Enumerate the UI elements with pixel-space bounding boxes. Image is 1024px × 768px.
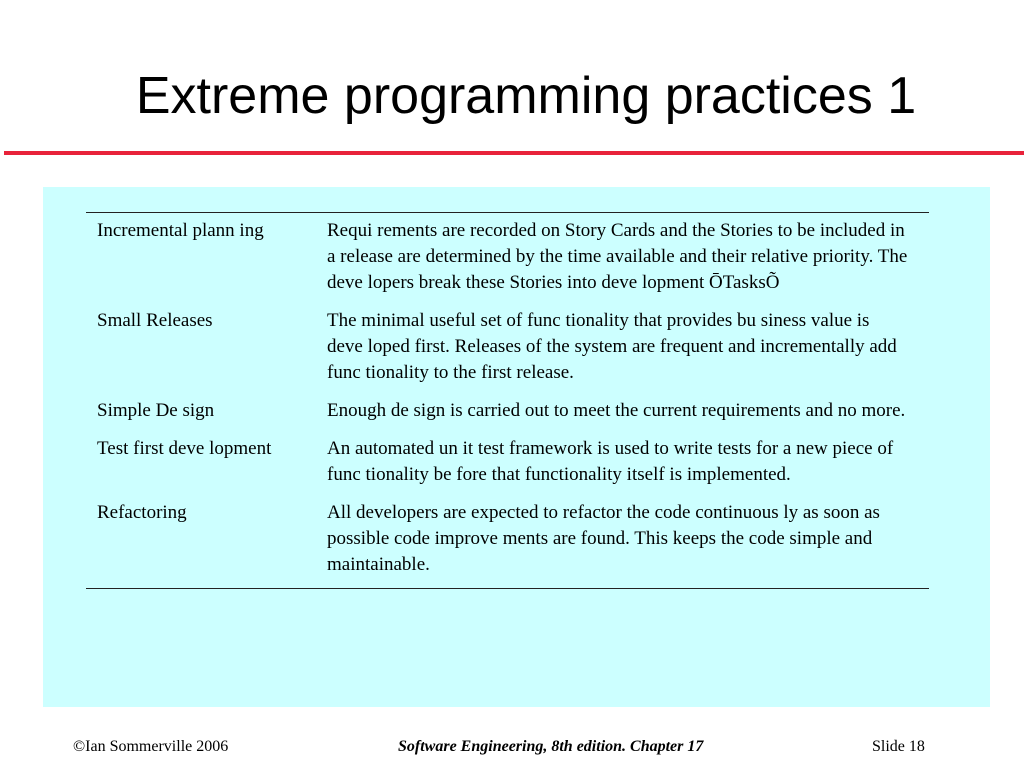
practice-name: Small Releases xyxy=(97,310,213,331)
practice-description: The minimal useful set of func tionality that provides bu siness value is deve loped first. Releases of the system are frequent and incrementally add func tionality to the first release. xyxy=(327,310,897,383)
content-panel xyxy=(43,187,990,707)
slide-footer xyxy=(0,738,1024,760)
practice-description: An automated un it test framework is used to write tests for a new piece of func tionality be fore that functionality itself is implemented. xyxy=(327,438,894,485)
table-row xyxy=(86,218,929,296)
table-row xyxy=(86,308,929,386)
practice-name: Simple De sign xyxy=(97,400,215,421)
table-row xyxy=(86,398,929,424)
table-row xyxy=(86,436,929,488)
table-row xyxy=(86,500,929,578)
slide-title: Extreme programming practices 1 xyxy=(135,67,917,125)
copyright-text: ©Ian Sommerville 2006 xyxy=(73,738,229,755)
book-reference: Software Engineering, 8th edition. Chapter 17 xyxy=(398,738,704,755)
practice-description: All developers are expected to refactor the code continuous ly as soon as possible code improve ments are found. This keeps the code simple and maintainable. xyxy=(327,502,880,575)
practices-table xyxy=(86,212,929,589)
practice-description: Requi rements are recorded on Story Cards and the Stories to be included in a release are determined by the time available and their relative priority. The deve lopers break these Stories into deve lopment ŌTasksÕ xyxy=(327,220,908,293)
slide-number: Slide 18 xyxy=(872,738,925,755)
practice-name: Refactoring xyxy=(97,502,187,523)
practice-name: Test first deve lopment xyxy=(97,438,272,459)
practice-description: Enough de sign is carried out to meet the current requirements and no more. xyxy=(327,400,906,421)
practice-name: Incremental plann ing xyxy=(97,220,264,241)
title-divider xyxy=(4,151,1024,155)
